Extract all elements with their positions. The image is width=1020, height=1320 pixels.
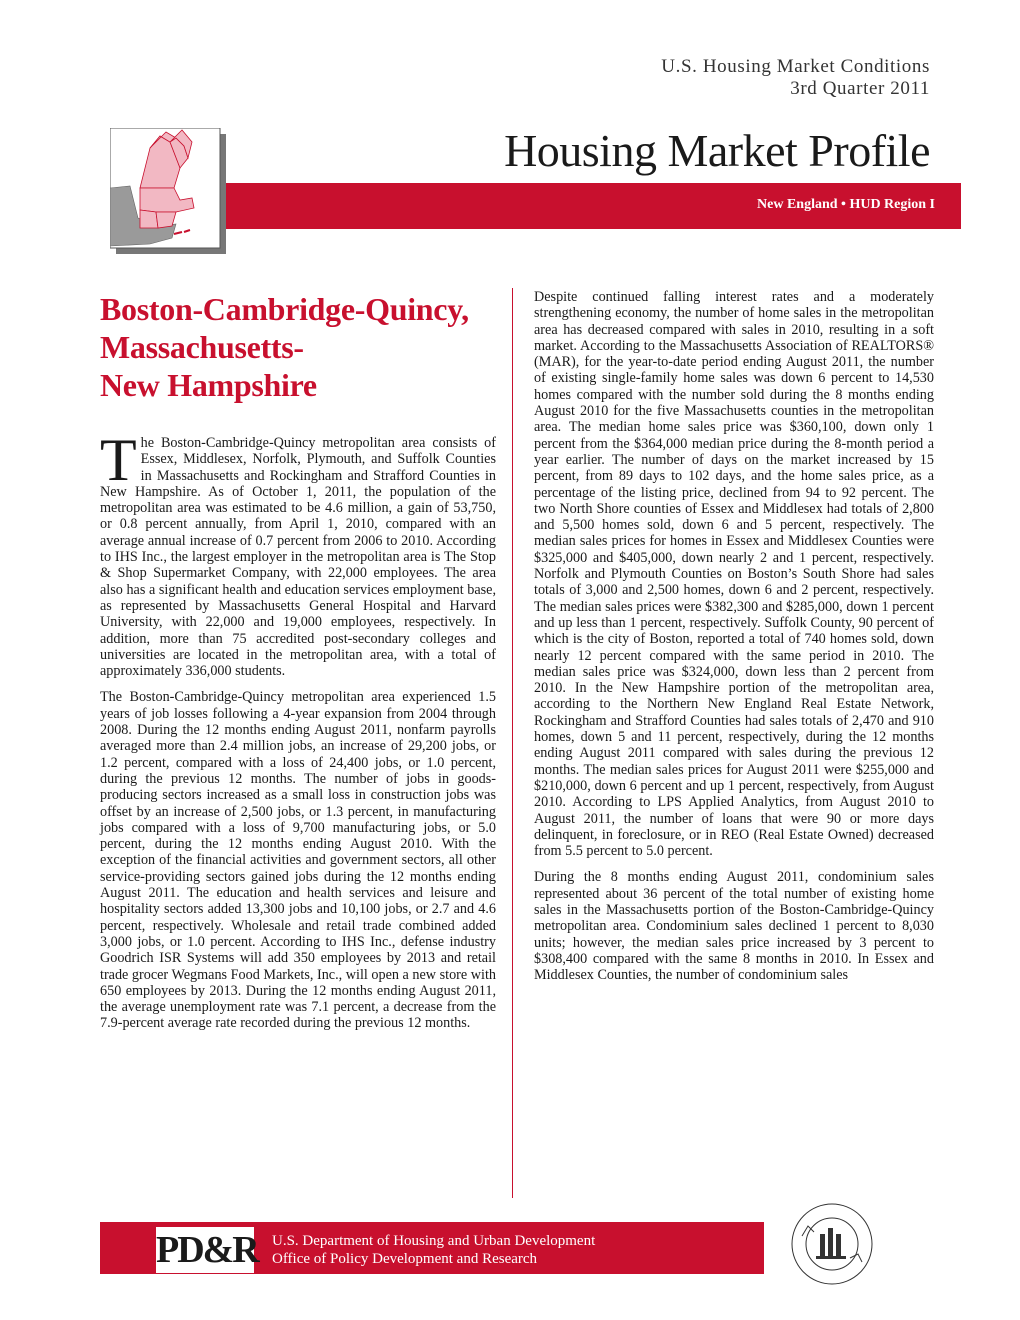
region-label: New England • HUD Region I [757,197,935,212]
series-name: U.S. Housing Market Conditions [661,56,930,77]
headline-line: Massachusetts- [100,329,304,365]
headline-line: New Hampshire [100,367,317,403]
right-column [534,289,934,993]
hud-seal-icon [784,1196,880,1292]
left-column [100,427,496,1042]
series-quarter: 3rd Quarter 2011 [790,78,930,99]
economy-paragraph: The Boston-Cambridge-Quincy metropolitan area experienced 1.5 years of job losses following a 4-year expansion from 2004 through 2008. During the 12 months ending August 2011, nonfarm payrolls averaged more than 2.4 million jobs, an increase of 29,200 jobs, or 1.2 percent, compared with a loss of 24,400 jobs, or 1.0 percent, during the previous 12 months. The number of jobs in goods-producing sectors increased as a small loss in construction jobs was offset by an increase of 2,500 jobs, or 1.3 percent, in manufacturing jobs compared with a loss of 9,700 manufacturing jobs, or 5.0 percent, during the 12 months ending August 2010. With the exception of the financial activities and government sectors, all other service-providing sectors gained jobs during the 12 months ending August 2011. The education and health services and leisure and hospitality sectors added 13,300 jobs and 10,100 jobs, or 2.7 and 4.6 percent, respectively. Wholesale and retail trade combined added 3,000 jobs, or 1.0 percent. According to IHS Inc., defense industry Goodrich ISR Systems will add 350 employees by 2013 and retail trade grocer Wegmans Food Markets, Inc., will open a new store with 650 employees by 2013. During the 12 months ending August 2011, the average unemployment rate was 7.1 percent, a decrease from the 7.9-percent average rate recorded during the previous 12 months. [100,689,496,1032]
column-divider [512,288,513,1198]
sales-paragraph: Despite continued falling interest rates and a moderately strengthening economy, the number of home sales in the metropolitan area has decreased compared with sales in 2010, resulting in a soft market. According to the Massachusetts Association of REALTORS® (MAR), for the year-to-date period ending August 2011, the number of existing single-family home sales was down 6 percent to 14,530 homes compared with the number sold during the 8 months ending August 2010 for the five Massachusetts counties in the metropolitan area. The median home sales price was $360,100, down only 1 percent from the $364,000 median price during the 8-month period a year earlier. The number of days on the market increased by 15 percent, from 89 days to 102 days, and the home sales price, as a percentage of the listing price, declined from 94 to 92 percent. The two North Shore counties of Essex and Middlesex had totals of 2,800 and 5,500 homes sold, down 6 and 5 percent, respectively. The median sales prices for homes in Essex and Middlesex Counties were $325,000 and $405,000, down nearly 2 and 1 percent, respectively. Norfolk and Plymouth Counties on Boston’s South Shore had sales totals of 3,000 and 2,500 homes, down 6 and 2 percent, respectively. The median sales prices were $382,300 and $285,000, down 1 percent and up less than 1 percent, respectively. Suffolk County, 90 percent of which is the city of Boston, reported a total of 740 homes sold, down nearly 12 percent compared with the same period in 2010. The median sales price was $324,000, down less than 2 percent from 2010. In the New Hampshire portion of the metropolitan area, according to the Northern New England Real Estate Network, Rockingham and Strafford Counties had sales totals of 2,470 and 910 homes, down 5 and 11 percent, respectively, during the 12 months ending August 2011 compared with sales during the previous 12 months. The median sales prices for August 2011 were $255,000 and $210,000, down 6 percent and up 1 percent, respectively, from August 2010. According to LPS Applied Analytics, from August 2010 to August 2011, the number of loans that were 90 or more days delinquent, in foreclosure, or in REO (Real Estate Owned) decreased from 5.5 percent to 5.0 percent. [534,289,934,860]
drop-cap: T [100,427,137,493]
footer-department: U.S. Department of Housing and Urban Development [272,1233,596,1249]
page-title: Housing Market Profile [504,125,930,176]
metro-headline [100,290,520,404]
report-series [661,56,930,100]
headline-line: Boston-Cambridge-Quincy, [100,291,469,327]
new-england-map-icon [110,128,228,256]
pdr-logo-text: PD&R [156,1229,258,1271]
footer-office: Office of Policy Development and Research [272,1251,538,1267]
pdr-logo-icon [156,1227,258,1273]
intro-text: he Boston-Cambridge-Quincy metropolitan area consists of Essex, Middlesex, Norfolk, Plymouth, and Suffolk Counties in Massachusetts and Rockingham and Strafford Counties in New Hampshire. As of October 1, 2011, the population of the metropolitan area was estimated to be 4.6 million, a gain of 53,750, or 0.8 percent annually, from April 1, 2010, compared with an average annual increase of 0.7 percent from 2006 to 2010. According to IHS Inc., the largest employer in the metropolitan area is The Stop & Shop Supermarket Company, with 22,000 employees. The area also has a significant health and education services employment base, as represented by Massachusetts General Hospital and Harvard University, with 22,000 and 19,000 employees, respectively. In addition, more than 75 accredited post-secondary colleges and universities are located in the metropolitan area, with a total of approximately 336,000 students. [100,435,496,680]
region-band [186,183,961,229]
condo-paragraph: During the 8 months ending August 2011, condominium sales represented about 36 percent of the total number of existing home sales in the Massachusetts portion of the Boston-Cambridge-Quincy metropolitan area. Condominium sales declined 1 percent to 8,030 units; however, the median sales price increased by 3 percent to $308,400 compared with the same 8 months in 2010. In Essex and Middlesex Counties, the number of condominium sales [534,869,934,984]
intro-paragraph [100,427,496,680]
footer-agency [272,1232,595,1268]
